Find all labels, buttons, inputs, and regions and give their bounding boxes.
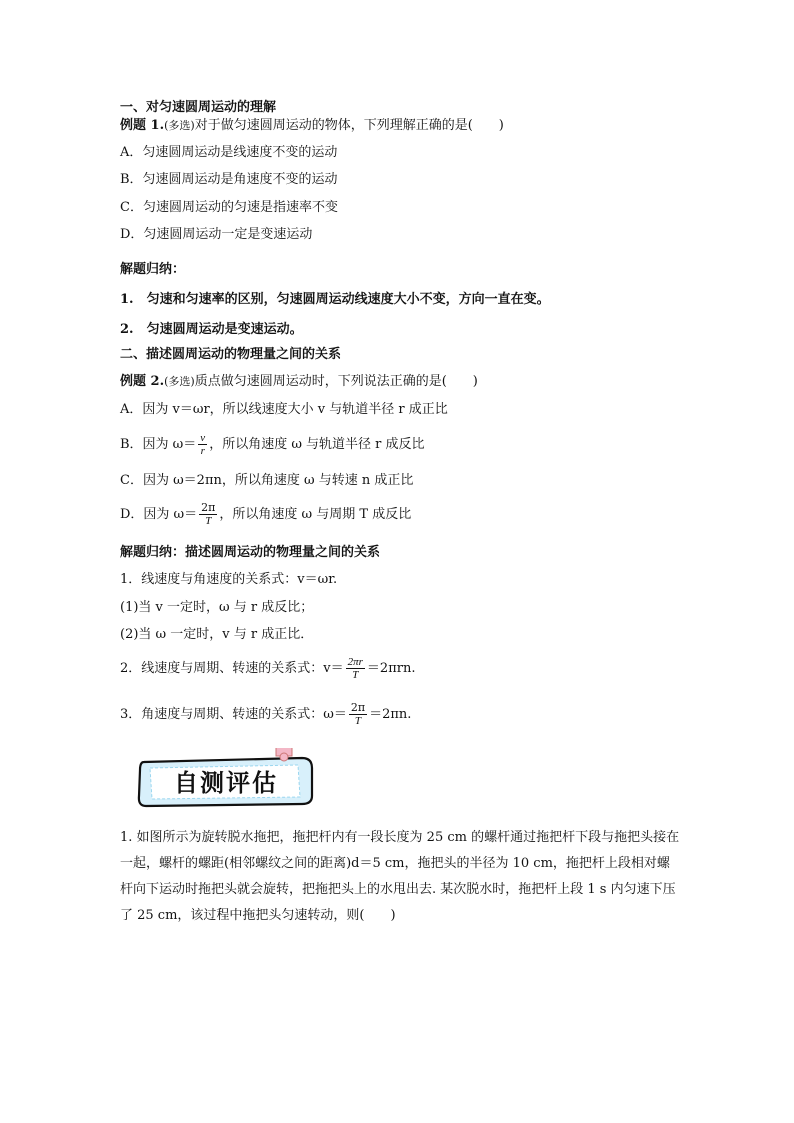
self-test-banner bbox=[136, 748, 320, 810]
example1-question: 对于做匀速圆周运动的物体，下列理解正确的是( ) bbox=[194, 118, 504, 133]
summary2-line-1: 1．线速度与角速度的关系式：v＝ωr. bbox=[120, 572, 338, 587]
summary1-item-1: 1. 匀速和匀速率的区别，匀速圆周运动线速度大小不变，方向一直在变。 bbox=[120, 292, 550, 307]
fraction-2pi-over-t bbox=[349, 702, 367, 727]
fraction-2pi-over-t bbox=[199, 502, 217, 527]
example2-label: 例题 2. bbox=[120, 374, 165, 389]
line5-prefix: 3．角速度与周期、转速的关系式：ω＝ bbox=[120, 707, 347, 722]
example2-tag: (多选) bbox=[164, 375, 195, 388]
fraction-denominator: T bbox=[352, 669, 359, 681]
banner-graphic bbox=[136, 748, 320, 810]
fraction-numerator: 2π bbox=[350, 701, 366, 714]
example1-option-b: B．匀速圆周运动是角速度不变的运动 bbox=[120, 172, 338, 187]
fraction-numerator: v bbox=[200, 432, 206, 444]
fraction-numerator: 2π bbox=[201, 501, 216, 514]
fraction-v-over-r bbox=[198, 432, 207, 457]
example1-option-c: C．匀速圆周运动的匀速是指速率不变 bbox=[120, 200, 338, 215]
example2-option-b bbox=[120, 432, 425, 457]
example2-stem bbox=[120, 374, 478, 390]
section2-title: 二、描述圆周运动的物理量之间的关系 bbox=[120, 347, 342, 362]
example1-option-d: D．匀速圆周运动一定是变速运动 bbox=[120, 227, 313, 242]
option-d-prefix: D．因为 ω＝ bbox=[120, 507, 198, 522]
example2-option-c: C．因为 ω＝2πn，所以角速度 ω 与转速 n 成正比 bbox=[120, 473, 414, 488]
example2-option-d bbox=[120, 502, 411, 527]
option-b-suffix: ，所以角速度 ω 与轨道半径 r 成反比 bbox=[209, 437, 425, 452]
example2-option-a: A．因为 v＝ωr，所以线速度大小 v 与轨道半径 r 成正比 bbox=[120, 402, 448, 417]
section1-title: 一、对匀速圆周运动的理解 bbox=[120, 100, 277, 115]
summary2-title: 解题归纳：描述圆周运动的物理量之间的关系 bbox=[120, 545, 381, 560]
option-d-suffix: ，所以角速度 ω 与周期 T 成反比 bbox=[219, 507, 412, 522]
line4-suffix: ＝2πrn. bbox=[366, 661, 416, 676]
example1-tag: (多选) bbox=[164, 119, 195, 132]
summary2-line-3: (2)当 ω 一定时，v 与 r 成正比． bbox=[120, 627, 314, 642]
summary2-line-5 bbox=[120, 702, 411, 727]
example2-question: 质点做匀速圆周运动时，下列说法正确的是( ) bbox=[194, 374, 478, 389]
line5-suffix: ＝2πn. bbox=[369, 707, 412, 722]
fraction-denominator: T bbox=[354, 715, 362, 727]
fraction-2pir-over-t bbox=[346, 656, 365, 681]
summary2-line-2: (1)当 v 一定时，ω 与 r 成反比； bbox=[120, 600, 314, 615]
example1-stem bbox=[120, 118, 504, 134]
example1-option-a: A．匀速圆周运动是线速度不变的运动 bbox=[120, 145, 338, 160]
summary1-title: 解题归纳： bbox=[120, 262, 186, 277]
option-b-prefix: B．因为 ω＝ bbox=[120, 437, 197, 452]
banner-text: 自测评估 bbox=[174, 769, 278, 797]
summary1-item-2: 2. 匀速圆周运动是变速运动。 bbox=[120, 322, 303, 337]
fraction-denominator: T bbox=[205, 515, 212, 527]
fraction-numerator: 2πr bbox=[347, 656, 363, 668]
line4-prefix: 2．线速度与周期、转速的关系式：v＝ bbox=[120, 661, 344, 676]
summary2-line-4 bbox=[120, 656, 415, 681]
example1-label: 例题 1. bbox=[120, 118, 165, 133]
question-1: 1. 如图所示为旋转脱水拖把，拖把杆内有一段长度为 25 cm 的螺杆通过拖把杆下段与拖把头接在一起，螺杆的螺距(相邻螺纹之间的距离)d＝5 cm，拖把头的半径为 10 cm，拖把杆上段相对螺杆向下运动时拖把头就会旋转，把拖把头上的水甩出去. 某次脱水时，拖把杆上段 1 s 内匀速下压了 25 cm，该过程中拖把头匀速转动，则( ) bbox=[120, 830, 680, 923]
fraction-denominator: r bbox=[200, 445, 205, 457]
